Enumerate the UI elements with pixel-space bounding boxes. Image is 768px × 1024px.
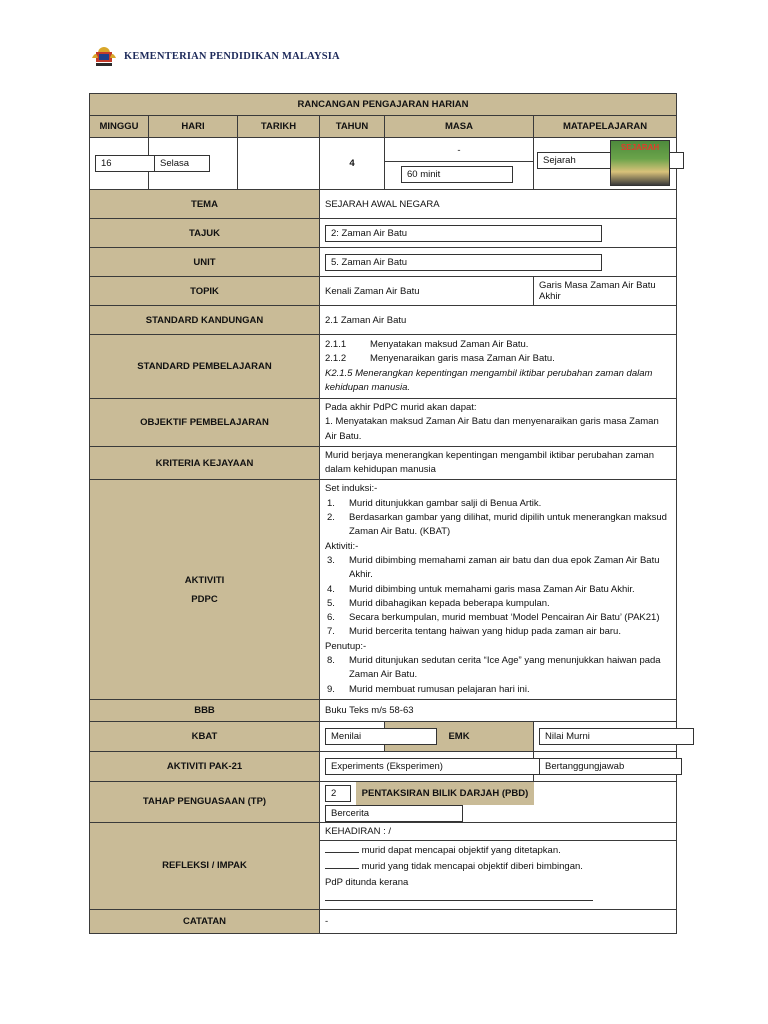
col-tarikh: TARIKH — [238, 116, 320, 138]
item-text: Murid membuat rumusan pelajaran hari ini. — [349, 683, 530, 695]
pak21-cell — [320, 751, 534, 781]
masa-field[interactable]: 60 minit — [401, 166, 513, 183]
catatan-value[interactable]: - — [320, 909, 677, 933]
minggu-field[interactable]: 16 — [95, 155, 167, 172]
sejarah-logo-text: SEJARAH — [620, 143, 660, 152]
aktiviti-head: Aktiviti:- — [325, 540, 359, 552]
tarikh-cell[interactable] — [238, 138, 320, 190]
refleksi-value — [320, 822, 677, 909]
list-item — [325, 497, 671, 511]
item-text: Murid bercerita tentang haiwan yang hidup pada zaman air baru. — [349, 626, 621, 638]
kbat-label: KBAT — [90, 721, 320, 751]
kriteria-value: Murid berjaya menerangkan kepentingan mengambil iktibar perubahan zaman dalam kehidupan manusia — [320, 446, 677, 480]
sp-num-1: 2.1.1 — [325, 338, 347, 350]
catatan-label: CATATAN — [90, 909, 320, 933]
kriteria-label: KRITERIA KEJAYAAN — [90, 446, 320, 480]
emk-field[interactable]: Nilai Murni — [539, 728, 694, 745]
set-induksi-head: Set induksi:- — [325, 483, 378, 495]
penutup-head: Penutup:- — [325, 640, 367, 652]
hari-cell — [149, 138, 238, 190]
sejarah-logo — [610, 140, 670, 186]
pbd-label: PENTAKSIRAN BILIK DARJAH (PBD) — [356, 782, 535, 805]
emk-cell — [534, 721, 677, 751]
blank-line[interactable] — [325, 852, 359, 853]
list-item — [325, 683, 671, 697]
item-text: Murid ditunjukan sedutan cerita “Ice Age” yang menunjukkan haiwan pada Zaman Air Batu. — [349, 655, 661, 681]
pbd-field[interactable]: Bercerita — [325, 805, 463, 822]
col-minggu: MINGGU — [90, 116, 149, 138]
refleksi-line-1 — [325, 843, 671, 859]
refleksi-line-2 — [325, 859, 671, 875]
item-num: 5. — [327, 597, 335, 609]
hari-field[interactable]: Selasa — [154, 155, 210, 172]
item-text: Murid dibimbing untuk memahami garis masa Zaman Air Batu Akhir. — [349, 583, 635, 595]
tahap-label: TAHAP PENGUASAAN (TP) — [90, 781, 320, 822]
ministry-name: KEMENTERIAN PENDIDIKAN MALAYSIA — [124, 50, 340, 62]
list-item — [325, 625, 671, 639]
item-text: Secara berkumpulan, murid membuat ‘Model Pencairan Air Batu’ (PAK21) — [349, 612, 660, 624]
item-text: Berdasarkan gambar yang dilihat, murid dipilih untuk menerangkan maksud Zaman Air Batu. (KBAT) — [349, 512, 667, 538]
item-num: 7. — [327, 626, 335, 638]
tajuk-label: TAJUK — [90, 219, 320, 248]
aktiviti-value — [320, 480, 677, 699]
refleksi-text-1: murid dapat mencapai objektif yang ditetapkan. — [361, 844, 561, 856]
list-item — [325, 583, 671, 597]
list-item — [325, 511, 671, 540]
sp-text-2: Menyenaraikan garis masa Zaman Air Batu. — [370, 353, 555, 365]
objektif-label: OBJEKTIF PEMBELAJARAN — [90, 399, 320, 447]
objektif-line-2: 1. Menyatakan maksud Zaman Air Batu dan menyenaraikan garis masa Zaman Air Batu. — [325, 416, 659, 442]
item-num: 3. — [327, 554, 335, 566]
pak21-label: AKTIVITI PAK-21 — [90, 751, 320, 781]
pak21-value-cell — [534, 751, 677, 781]
sp-extra: K2.1.5 Menerangkan kepentingan mengambil iktibar perubahan zaman dalam kehidupan manusia. — [325, 367, 653, 393]
pak21-value-field[interactable]: Bertanggungjawab — [539, 758, 682, 775]
item-text: Murid dibimbing memahami zaman air batu dan dua epok Zaman Air Batu Akhir. — [349, 554, 660, 581]
refleksi-text-2: murid yang tidak mencapai objektif diberi bimbingan. — [361, 860, 583, 872]
item-num: 4. — [327, 583, 335, 595]
unit-label: UNIT — [90, 248, 320, 277]
col-hari: HARI — [149, 116, 238, 138]
sp-item-2 — [325, 352, 671, 366]
list-item — [325, 611, 671, 625]
tahap-cell — [320, 781, 677, 822]
table-title: RANCANGAN PENGAJARAN HARIAN — [90, 94, 677, 116]
objektif-value — [320, 399, 677, 447]
masa-cell — [385, 138, 534, 190]
refleksi-text-3: PdP ditunda kerana — [325, 876, 409, 888]
item-text: Murid ditunjukkan gambar salji di Benua Artik. — [349, 497, 542, 509]
malaysia-crest-icon — [90, 44, 118, 68]
refleksi-lines — [320, 841, 676, 909]
item-num: 9. — [327, 683, 335, 695]
blank-line[interactable] — [325, 900, 593, 901]
blank-line[interactable] — [325, 868, 359, 869]
tahap-field[interactable]: 2 — [325, 785, 351, 802]
aktiviti-label-line: AKTIVITI — [184, 574, 225, 586]
emk-label: EMK — [385, 721, 534, 751]
refleksi-line-3 — [325, 875, 671, 907]
kbat-cell — [320, 721, 385, 751]
list-item — [325, 654, 671, 683]
subject-field[interactable]: Sejarah — [537, 152, 684, 169]
sp-num-2: 2.1.2 — [325, 353, 347, 365]
tajuk-field[interactable]: 2: Zaman Air Batu — [325, 225, 602, 242]
refleksi-label: REFLEKSI / IMPAK — [90, 822, 320, 909]
sp-text-1: Menyatakan maksud Zaman Air Batu. — [370, 338, 529, 350]
col-tahun: TAHUN — [320, 116, 385, 138]
item-num: 8. — [327, 655, 335, 667]
col-masa: MASA — [385, 116, 534, 138]
pdpc-label-line: PDPC — [191, 593, 218, 605]
masa-top: - — [385, 141, 533, 162]
unit-field[interactable]: 5. Zaman Air Batu — [325, 254, 602, 271]
bbb-value: Buku Teks m/s 58-63 — [320, 699, 677, 721]
item-num: 6. — [327, 612, 335, 624]
ministry-header — [90, 42, 340, 70]
item-num: 2. — [327, 512, 335, 524]
list-item — [325, 554, 671, 583]
item-num: 1. — [327, 497, 335, 509]
col-matapelajaran: MATAPELAJARAN — [534, 116, 677, 138]
kehadiran-line: KEHADIRAN : / — [320, 823, 676, 841]
tahun-value[interactable]: 4 — [320, 138, 385, 190]
tema-label: TEMA — [90, 190, 320, 219]
objektif-line-1: Pada akhir PdPC murid akan dapat: — [325, 402, 477, 413]
list-item — [325, 597, 671, 611]
minggu-cell — [90, 138, 149, 190]
standard-kandungan-value: 2.1 Zaman Air Batu — [320, 306, 677, 335]
bbb-label: BBB — [90, 699, 320, 721]
aktiviti-label — [90, 480, 320, 699]
sp-item-1 — [325, 338, 671, 352]
standard-pembelajaran-label: STANDARD PEMBELAJARAN — [90, 335, 320, 399]
topik-2: Garis Masa Zaman Air Batu Akhir — [534, 277, 677, 306]
pak21-field[interactable]: Experiments (Eksperimen) — [325, 758, 621, 775]
tema-value: SEJARAH AWAL NEGARA — [320, 190, 677, 219]
kbat-field[interactable]: Menilai — [325, 728, 437, 745]
subject-cell — [534, 138, 677, 190]
lesson-plan-table — [89, 93, 677, 934]
standard-kandungan-label: STANDARD KANDUNGAN — [90, 306, 320, 335]
topik-1: Kenali Zaman Air Batu — [320, 277, 534, 306]
item-text: Murid dibahagikan kepada beberapa kumpulan. — [349, 597, 550, 609]
standard-pembelajaran-value — [320, 335, 677, 399]
topik-label: TOPIK — [90, 277, 320, 306]
